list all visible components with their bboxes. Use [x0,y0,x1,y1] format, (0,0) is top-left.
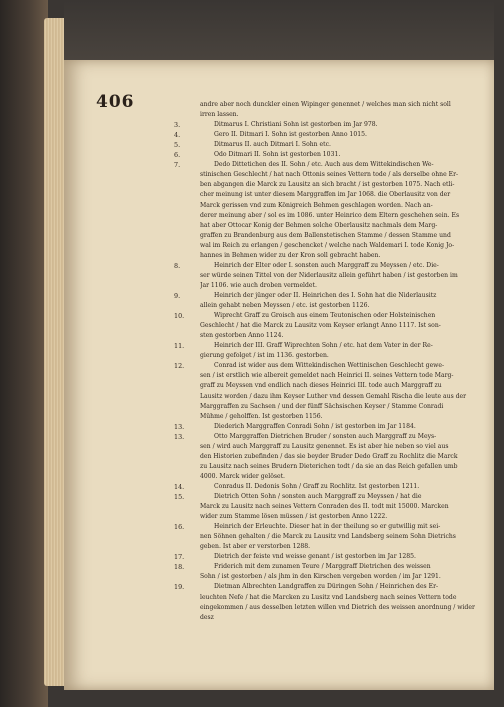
text-line: Ditmarus I. Christiani Sohn ist gestorben im Jar 978. [214,121,378,129]
margin-entry-number: 6. [174,151,181,160]
text-line: sen / ist erstlich wie albereit gemeldet nach Heinrici II. seines Vettern tode Marg- [200,372,454,380]
text-line: graffen zu Brandenburg aus dem Ballenstetischen Stamme / dessen Stamme und [200,231,451,239]
text-line: stinischen Geschlecht / hat nach Ottonis seines Vettern tode / als derselbe ohne Er- [200,171,459,179]
text-line: graff zu Meyssen vnd endlich nach dieses Heinrici III. tode auch Marggraff zu [200,382,442,390]
text-line: wal im Reich zu erlangen / geschencket / welche nach Waldemari I. tode Konig Jo- [200,241,455,249]
text-line: hannes in Behmen wider zu der Kron soll gebracht haben. [200,251,381,259]
margin-entry-number: 5. [174,141,181,150]
margin-entry-number: 11. [174,342,185,351]
text-line: derer meinung aber / sol es im 1086. unter Heinrico dem Eltern geschehen sein. Es [200,211,460,219]
text-line: cher meinung ist unter diesem Marggraffen im Jar 1068. die Oberlausitz von der [200,191,451,199]
margin-entry-number: 15. [174,493,185,501]
text-line: Wiprecht Graff zu Groisch aus einem Teutonischen oder Holsteinischen [214,312,436,320]
text-line: Gero II. Ditmari I. Sohn ist gestorben Anno 1015. [214,131,367,139]
text-line: Heinrich der jünger oder II. Heinrichen des I. Sohn hat die Niderlausitz [214,292,437,299]
text-line: sen / wird auch Marggraff zu Lausitz genennet. Es ist aber hie neben so viel aus [200,442,449,450]
text-line: Conrad ist wider aus dem Wittekindischen Wettinischen Geschlecht gewe- [214,362,445,370]
text-line: Conradus II. Dedonis Sohn / Graff zu Rochlitz. Ist gestorben 1211. [214,482,420,490]
margin-entry-number: 14. [174,482,185,491]
text-line: Lausitz worden / dazu ihm Keyser Luther vnd dessen Gemahl Rischa die leute aus der [200,392,467,400]
text-line: ben abgangen die Marck zu Lausitz an sich bracht / ist gestorben 1075. Nach etli- [200,181,455,189]
margin-entry-number: 9. [174,292,181,300]
text-line: andre aber noch dunckler einen Wipinger genennet / welches man sich nicht soll [200,101,451,108]
text-line: Jar 1106. wie auch droben vermeldet. [200,281,317,289]
margin-entry-number: 13. [174,422,185,431]
page-number: 406 [96,92,135,112]
text-line: nen Söhnen gehalten / die Marck zu Lausitz vnd Landsberg seinem Sohn Dietrichs [200,533,456,541]
text-line: Otto Marggraffen Dietrichen Bruder / sonsten auch Marggraff zu Meys- [214,432,437,440]
text-line: Dedo Dittetichen des II. Sohn / etc. Auch aus dem Wittekindischen We- [214,161,434,169]
text-line: ser würde seinen Tittel von der Niderlausitz allein geführt haben / ist gestorben im [200,271,458,279]
text-line: eingekommen / aus desselben letzten willen vnd Dietrich des weissen anordnung / wider [200,603,475,611]
margin-entry-number: 7. [174,161,181,170]
text-line: gierung gefolget / ist im 1136. gestorben. [200,352,329,360]
text-line: sten gestorben Anno 1124. [200,332,284,340]
text-line: Marggraffen zu Sachsen / und der fünff Sächsischen Keyser / Stamme Conradi [200,402,444,410]
text-line: Dietrich Otten Sohn / sonsten auch Marggraff zu Meyssen / hat die [214,493,422,500]
text-line: desz [200,613,214,621]
margin-entry-number: 16. [174,523,185,532]
text-line: geben. Ist aber er verstorben 1288. [200,543,311,551]
text-line: Friderich mit dem zunamen Teure / Marggraff Dietrichen des weissen [214,563,431,571]
margin-entry-number: 17. [174,553,185,562]
text-line: Mühme / geholffen. Ist gestorben 1156. [200,412,323,420]
text-line: den Historien zubefinden / das sie beyder Bruder Dedo Graff zu Rochlitz die Marck [200,452,458,460]
margin-entry-number: 13. [174,432,185,441]
text-line: Dietrich der feiste vnd weisse genant / ist gestorben im Jar 1285. [214,553,416,561]
margin-entry-number: 8. [174,261,181,270]
text-line: leuchten Nefe / hat die Marcken zu Lusitz vnd Landsberg nach seines Vettern tode [200,593,457,601]
text-line: Marck gerissen vnd zum Königreich Behmen geschlagen worden. Nach an- [200,201,433,209]
text-line: hat aber Ottocar Konig der Behmen solche Oberlausitz nachmals dem Marg- [200,221,438,229]
text-line: Sohn / ist gestorben / als jhm in den Kirschen vergeben worden / im Jar 1291. [200,573,441,581]
text-line: allein gehabt neben Meyssen / etc. ist gestorben 1126. [200,302,370,309]
margin-entry-number: 10. [174,312,185,321]
text-line: wider zum Stamme lösen müssen / ist gestorben Anno 1222. [200,513,388,520]
text-line: Dietman Albrechten Landgraffen zu Düringen Sohn / Heinrichen des Er- [214,583,439,591]
text-line: 4000. Marck wider gelöset. [200,472,285,480]
text-line: Heinrich der Elter oder I. sonsten auch Marggraff zu Meyssen / etc. Die- [214,261,439,269]
margin-entry-number: 18. [174,563,185,572]
text-line: irren lassen. [200,111,239,118]
text-line: Diederich Marggraffen Conradi Sohn / ist gestorben im Jar 1184. [214,422,416,430]
text-line: Ditmarus II. auch Ditmari I. Sohn etc. [214,141,331,149]
margin-entry-number: 4. [174,131,181,140]
margin-entry-number: 12. [174,362,185,371]
text-line: Heinrich der Erleuchte. Dieser hat in der theilung so er gutwillig mit sei- [214,523,441,531]
text-line: Geschlecht / hat die Marck zu Lausitz vom Keyser erlangt Anno 1117. Ist son- [200,322,441,330]
margin-entry-number: 19. [174,583,185,592]
text-line: Marck zu Lausitz nach seines Vettern Conraden des II. todt mit 15000. Marcken [200,503,449,510]
text-line: Heinrich der III. Graff Wiprechten Sohn / etc. hat dem Vater in der Re- [214,342,433,350]
text-line: Odo Ditmari II. Sohn ist gestorben 1031. [214,151,341,159]
text-line: zu Lausitz nach seines Brudern Dieterichen todt / da sie an das Reich gefallen umb [200,462,458,470]
margin-entry-number: 3. [174,121,181,130]
